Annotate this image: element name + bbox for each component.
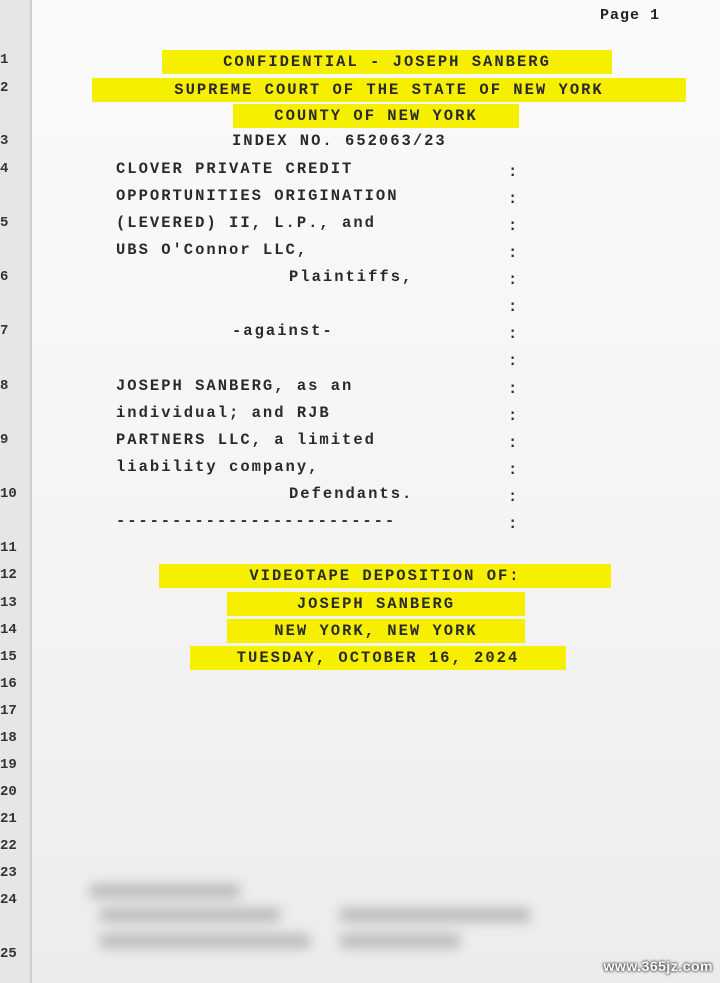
line-number: 25	[0, 946, 17, 962]
line-number: 7	[0, 323, 9, 339]
caption-colon: :	[508, 271, 518, 289]
caption-colon: :	[508, 244, 518, 262]
defendant-line: JOSEPH SANBERG, as an	[116, 377, 354, 395]
defendant-line: individual; and RJB	[116, 404, 331, 422]
line-number: 2	[0, 80, 9, 96]
deposition-title: VIDEOTAPE DEPOSITION OF:	[159, 564, 611, 588]
plaintiffs-label: Plaintiffs,	[289, 268, 414, 286]
line-number: 12	[0, 567, 17, 583]
confidential-header: CONFIDENTIAL - JOSEPH SANBERG	[162, 50, 612, 74]
defendant-line: liability company,	[116, 458, 320, 476]
caption-colon: :	[508, 325, 518, 343]
caption-colon: :	[508, 515, 518, 533]
witness-name: JOSEPH SANBERG	[227, 592, 525, 616]
line-number: 11	[0, 540, 17, 556]
caption-colon: :	[508, 298, 518, 316]
line-number: 23	[0, 865, 17, 881]
line-number: 5	[0, 215, 9, 231]
line-number: 6	[0, 269, 9, 285]
caption-colon: :	[508, 190, 518, 208]
caption-colon: :	[508, 217, 518, 235]
index-number: INDEX NO. 652063/23	[232, 132, 447, 150]
caption-colon: :	[508, 434, 518, 452]
line-number: 18	[0, 730, 17, 746]
line-number: 17	[0, 703, 17, 719]
page-label: Page 1	[600, 7, 661, 24]
line-number: 9	[0, 432, 9, 448]
caption-colon: :	[508, 352, 518, 370]
deposition-date: TUESDAY, OCTOBER 16, 2024	[190, 646, 566, 670]
line-number: 8	[0, 378, 9, 394]
line-number: 15	[0, 649, 17, 665]
defendants-label: Defendants.	[289, 485, 414, 503]
redacted-text-block	[90, 878, 540, 963]
line-number: 4	[0, 161, 9, 177]
line-number: 13	[0, 595, 17, 611]
plaintiff-line: (LEVERED) II, L.P., and	[116, 214, 376, 232]
plaintiff-line: CLOVER PRIVATE CREDIT	[116, 160, 354, 178]
against-label: -against-	[232, 322, 334, 340]
court-name: SUPREME COURT OF THE STATE OF NEW YORK	[92, 78, 686, 102]
line-number: 14	[0, 622, 17, 638]
line-number: 10	[0, 486, 17, 502]
line-number: 16	[0, 676, 17, 692]
caption-colon: :	[508, 407, 518, 425]
margin-line	[30, 0, 32, 983]
line-number: 3	[0, 133, 9, 149]
caption-separator: -------------------------	[116, 512, 397, 530]
plaintiff-line: UBS O'Connor LLC,	[116, 241, 309, 259]
line-number: 1	[0, 52, 9, 68]
county-name: COUNTY OF NEW YORK	[233, 104, 519, 128]
line-number: 22	[0, 838, 17, 854]
caption-colon: :	[508, 380, 518, 398]
caption-colon: :	[508, 461, 518, 479]
watermark: www.365jz.com	[603, 958, 713, 974]
line-number: 19	[0, 757, 17, 773]
deposition-location: NEW YORK, NEW YORK	[227, 619, 525, 643]
plaintiff-line: OPPORTUNITIES ORIGINATION	[116, 187, 399, 205]
line-number: 21	[0, 811, 17, 827]
line-number: 20	[0, 784, 17, 800]
line-number: 24	[0, 892, 17, 908]
caption-colon: :	[508, 488, 518, 506]
caption-colon: :	[508, 163, 518, 181]
defendant-line: PARTNERS LLC, a limited	[116, 431, 376, 449]
